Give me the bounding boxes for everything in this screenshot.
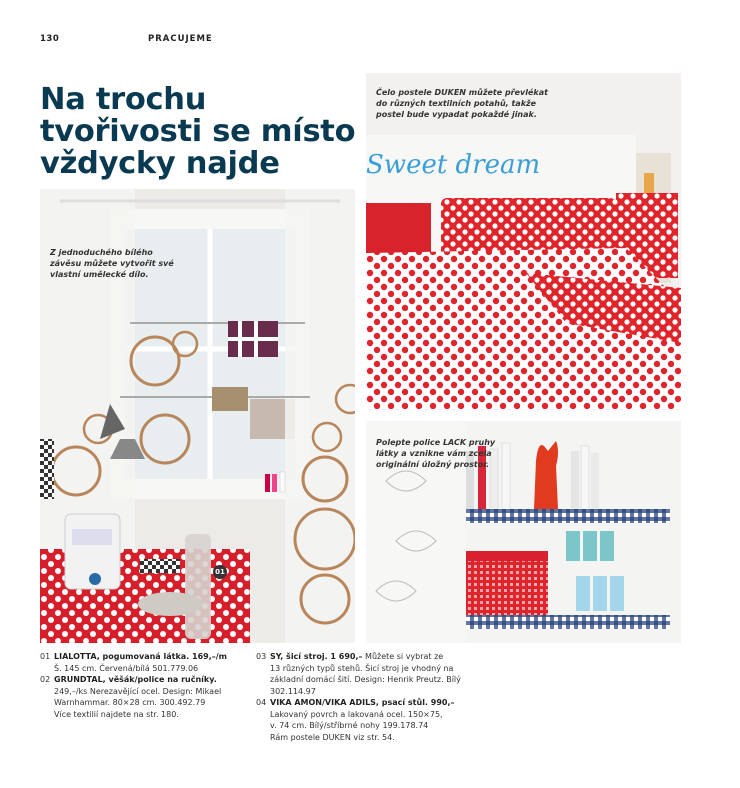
caption-title: SY, šicí stroj. 1 690,–: [270, 652, 363, 661]
page-headline: [40, 84, 370, 180]
photo-bed: [366, 73, 681, 410]
bed-illustration: [366, 73, 681, 410]
bed-caption: [376, 87, 548, 120]
caption-title: GRUNDTAL, věšák/police na ručníky.: [54, 675, 217, 684]
item-number-badge: 01: [213, 565, 227, 579]
caption-item: [40, 674, 250, 686]
headboard-embroidery: Sweet dream: [366, 150, 541, 180]
caption-line: vlastní umělecké dílo.: [50, 270, 149, 279]
caption-number: 03: [256, 652, 267, 661]
caption-number: 02: [40, 675, 51, 684]
caption-title: LIALOTTA, pogumovaná látka. 169,–/m: [54, 652, 227, 661]
caption-line: látky a vznikne vám zcela: [376, 449, 492, 458]
caption-line: 13 různých typů stehů. Šicí stroj je vhodný na: [270, 663, 454, 673]
caption-line: v. 74 cm. Bílý/stříbrné nohy 199.178.74: [270, 721, 429, 730]
caption-line: Š. 145 cm. Červená/bílá 501.779.06: [54, 663, 199, 673]
caption-line: Polepte police LACK pruhy: [376, 438, 496, 447]
headline-line: tvořivosti se místo: [40, 114, 356, 149]
photo-shelves: [366, 421, 681, 643]
caption-line: Rám postele DUKEN viz str. 54.: [270, 732, 395, 742]
caption-title: VIKA AMON/VIKA ADILS, psací stůl. 990,–: [270, 698, 455, 707]
caption-number: 04: [256, 698, 267, 707]
caption-line: závěsu můžete vytvořit své: [50, 259, 174, 268]
caption-number: 01: [40, 652, 51, 661]
shelf-caption: [376, 437, 495, 470]
headline-line: vždycky najde: [40, 146, 280, 181]
caption-item: [256, 697, 476, 709]
curtain-caption: [50, 247, 174, 280]
photo-sewing-window: [40, 189, 355, 643]
caption-line: Warnhammar. 80×28 cm. 300.492.79: [54, 698, 206, 707]
caption-line: Lakovaný povrch a lakovaná ocel. 150×75,: [270, 709, 443, 719]
captions-right: [256, 651, 476, 743]
caption-line: Čelo postele DUKEN můžete převlékat: [376, 88, 548, 97]
headline-line: Na trochu: [40, 82, 207, 117]
caption-line: Více textilií najdete na str. 180.: [54, 709, 179, 719]
captions-left: [40, 651, 250, 720]
section-title: PRACUJEME: [148, 34, 213, 44]
page-number: 130: [40, 34, 60, 44]
caption-line: postel bude vypadat pokaždé jinak.: [376, 110, 537, 119]
caption-line: základní domácí šití. Design: Henrik Preutz. Bílý: [270, 675, 461, 684]
caption-line: 302.114.97: [270, 686, 316, 696]
caption-line: originální úložný prostor.: [376, 460, 490, 469]
caption-item: [256, 651, 476, 663]
caption-line: do různých textilních potahů, takže: [376, 99, 537, 108]
caption-item: [40, 651, 250, 663]
caption-line: Z jednoduchého bílého: [50, 248, 153, 257]
caption-line: 249,–/ks Nerezavějící ocel. Design: Mikael: [54, 686, 222, 696]
caption-title-rest: Můžete si vybrat ze: [362, 652, 444, 661]
